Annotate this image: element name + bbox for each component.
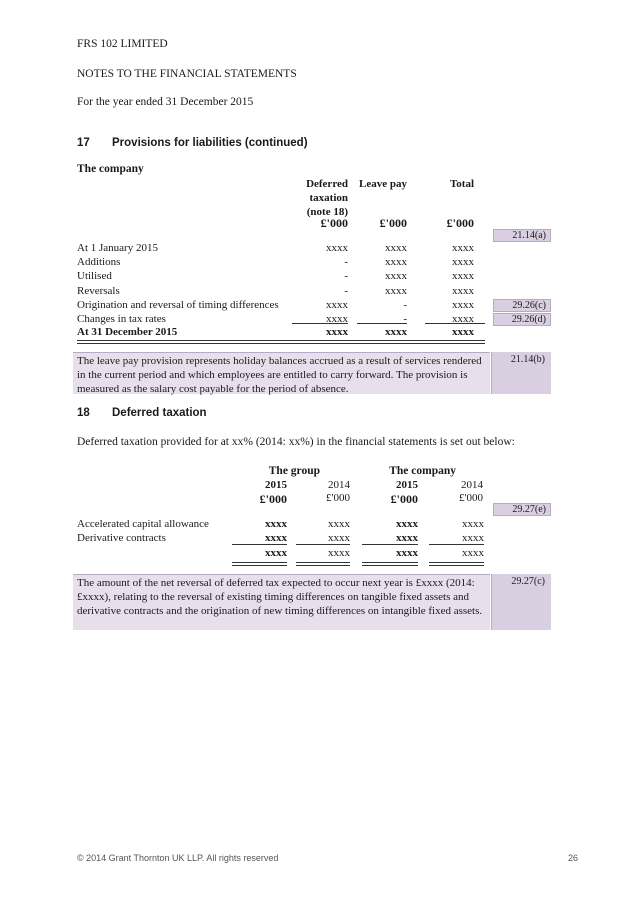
group-label: The group bbox=[268, 465, 320, 477]
group-unit-2015: £'000 bbox=[259, 492, 287, 506]
row-company-2015: xxxx bbox=[396, 531, 418, 544]
row-deferred: - bbox=[344, 270, 348, 283]
rule bbox=[296, 544, 350, 545]
row-label: Additions bbox=[77, 256, 121, 269]
row-company-2014: xxxx bbox=[462, 518, 484, 530]
double-rule bbox=[429, 562, 484, 566]
reference-tag: 21.14(a) bbox=[493, 229, 551, 242]
row-label: Accelerated capital allowance bbox=[77, 518, 209, 530]
reference-tag: 29.26(c) bbox=[493, 299, 551, 312]
section-17-subtitle: The company bbox=[77, 163, 144, 175]
row-total: xxxx bbox=[452, 270, 474, 283]
row-label: Origination and reversal of timing differences bbox=[77, 298, 279, 311]
section-17-number: 17 bbox=[77, 137, 90, 149]
period-text: For the year ended 31 December 2015 bbox=[77, 96, 254, 108]
row-deferred: xxxx bbox=[326, 313, 348, 325]
section-18-number: 18 bbox=[77, 407, 90, 419]
group-unit-2014: £'000 bbox=[326, 492, 350, 504]
total-row-total: xxxx bbox=[452, 326, 474, 338]
rule bbox=[292, 323, 348, 324]
total-company-2014: xxxx bbox=[462, 547, 484, 559]
double-rule bbox=[362, 562, 418, 566]
row-leave: - bbox=[403, 298, 407, 311]
row-total: xxxx bbox=[452, 298, 474, 311]
leave-pay-note: The leave pay provision represents holiday balances accrued as a result of services rendered in the current period and which employees are entitled to carry forward. The provision is measured as the salary cost payable for the period of absence. bbox=[73, 352, 490, 394]
company-unit-2015: £'000 bbox=[390, 492, 418, 506]
row-label: Changes in tax rates bbox=[77, 313, 166, 325]
row-leave: - bbox=[403, 313, 407, 325]
reference-tag: 29.27(e) bbox=[493, 503, 551, 516]
rule bbox=[429, 544, 484, 545]
row-deferred: - bbox=[344, 284, 348, 297]
row-label: Reversals bbox=[77, 284, 120, 297]
group-year-2015: 2015 bbox=[265, 479, 287, 491]
total-company-2015: xxxx bbox=[396, 547, 418, 559]
rule bbox=[232, 544, 287, 545]
company-label: The company bbox=[389, 465, 456, 477]
row-label: At 1 January 2015 bbox=[77, 242, 158, 254]
col-deferred-line2: taxation bbox=[309, 192, 348, 204]
footer-copyright: © 2014 Grant Thornton UK LLP. All rights reserved bbox=[77, 853, 279, 863]
total-row-label: At 31 December 2015 bbox=[77, 326, 178, 338]
row-total: xxxx bbox=[452, 242, 474, 254]
unit-total: £'000 bbox=[446, 216, 474, 230]
group-year-2014: 2014 bbox=[328, 479, 350, 491]
unit-leave: £'000 bbox=[379, 216, 407, 230]
section-17-title: Provisions for liabilities (continued) bbox=[112, 137, 308, 149]
unit-deferred: £'000 bbox=[320, 216, 348, 230]
row-group-2015: xxxx bbox=[265, 531, 287, 544]
total-group-2014: xxxx bbox=[328, 547, 350, 559]
rule bbox=[425, 323, 485, 324]
row-total: xxxx bbox=[452, 256, 474, 269]
deferred-tax-note: The amount of the net reversal of deferred tax expected to occur next year is £xxxx (2014: £xxxx), relating to the reversal of existing timing differences on tangible fixed assets and derivative contracts and the origination of new timing differences on intangible fixed assets. bbox=[73, 574, 490, 630]
section-18-intro: Deferred taxation provided for at xx% (2014: xx%) in the financial statements is set out below: bbox=[77, 436, 515, 448]
row-total: xxxx bbox=[452, 313, 474, 325]
total-row-leave: xxxx bbox=[385, 326, 407, 338]
company-year-2014: 2014 bbox=[461, 479, 483, 491]
col-header-deferred bbox=[290, 177, 348, 219]
row-deferred: xxxx bbox=[326, 242, 348, 254]
company-unit-2014: £'000 bbox=[459, 492, 483, 504]
col-header-leave-pay: Leave pay bbox=[359, 178, 407, 190]
page-number: 26 bbox=[567, 853, 578, 863]
row-group-2014: xxxx bbox=[328, 531, 350, 544]
reference-tag: 29.26(d) bbox=[493, 313, 551, 326]
col-header-total: Total bbox=[449, 178, 474, 190]
row-deferred: - bbox=[344, 256, 348, 269]
rule bbox=[357, 323, 407, 324]
double-rule bbox=[77, 340, 485, 344]
row-group-2014: xxxx bbox=[328, 518, 350, 530]
row-leave: xxxx bbox=[385, 284, 407, 297]
row-leave: xxxx bbox=[385, 270, 407, 283]
row-leave: xxxx bbox=[385, 256, 407, 269]
row-group-2015: xxxx bbox=[265, 518, 287, 530]
double-rule bbox=[296, 562, 350, 566]
row-company-2015: xxxx bbox=[396, 518, 418, 530]
col-deferred-line3: (note 18) bbox=[306, 206, 348, 218]
double-rule bbox=[232, 562, 287, 566]
row-label: Utilised bbox=[77, 270, 112, 283]
note-reference-tag: 29.27(c) bbox=[491, 574, 551, 630]
row-label: Derivative contracts bbox=[77, 531, 166, 544]
rule bbox=[362, 544, 418, 545]
row-deferred: xxxx bbox=[326, 298, 348, 311]
col-deferred-line1: Deferred bbox=[306, 178, 348, 190]
row-company-2014: xxxx bbox=[462, 531, 484, 544]
total-row-deferred: xxxx bbox=[326, 326, 348, 338]
row-leave: xxxx bbox=[385, 242, 407, 254]
row-total: xxxx bbox=[452, 284, 474, 297]
document-title: NOTES TO THE FINANCIAL STATEMENTS bbox=[77, 68, 297, 80]
note-reference-tag: 21.14(b) bbox=[491, 352, 551, 394]
company-name: FRS 102 LIMITED bbox=[77, 38, 168, 50]
company-year-2015: 2015 bbox=[396, 479, 418, 491]
total-group-2015: xxxx bbox=[265, 547, 287, 559]
section-18-title: Deferred taxation bbox=[112, 407, 207, 419]
